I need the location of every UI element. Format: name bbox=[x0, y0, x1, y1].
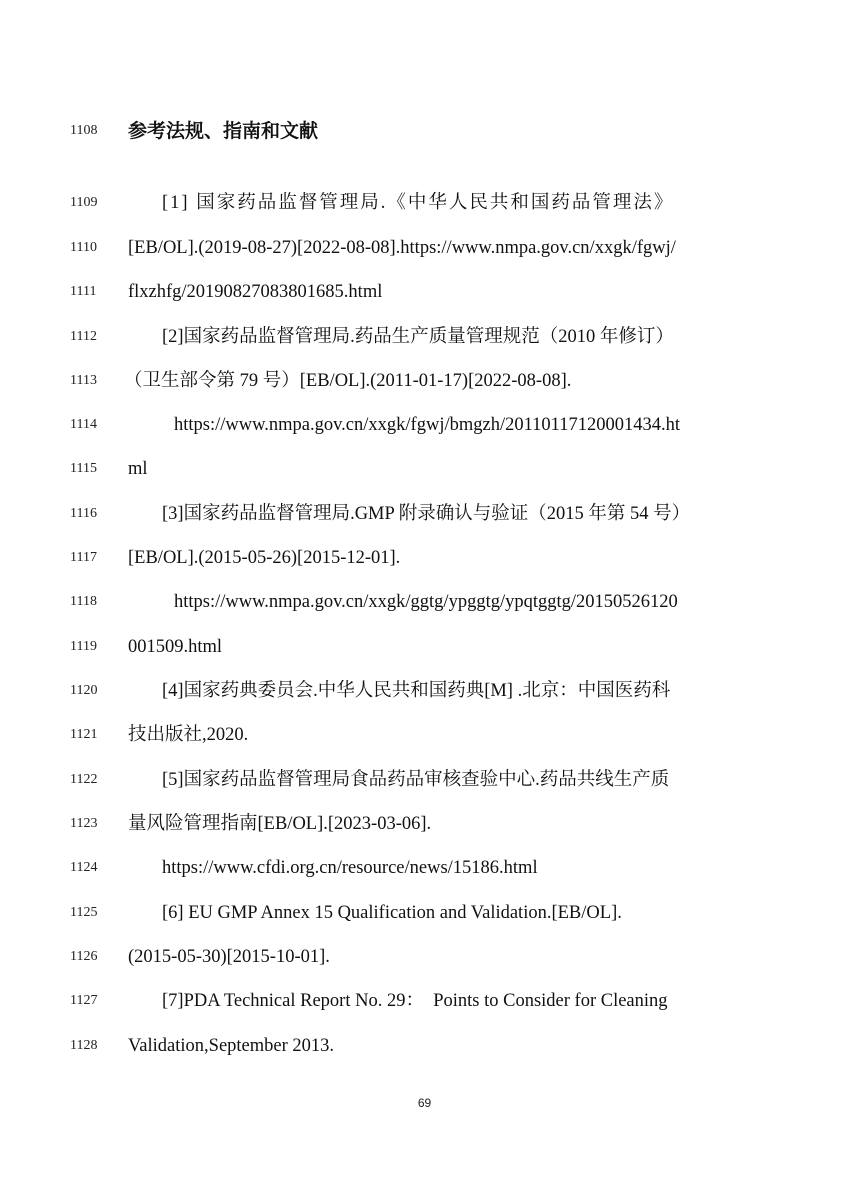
reference-url: https://www.nmpa.gov.cn/xxgk/ggtg/ypggtg/ypqtggtg/20150526120 bbox=[174, 592, 678, 612]
reference-line bbox=[0, 366, 849, 396]
reference-line bbox=[0, 898, 849, 928]
reference-text: [EB/OL].(2015-05-26)[2015-12-01]. bbox=[128, 548, 401, 568]
line-number: 1112 bbox=[70, 329, 97, 344]
reference-line bbox=[0, 543, 849, 573]
reference-line bbox=[0, 454, 849, 484]
line-number: 1126 bbox=[70, 949, 98, 964]
line-number: 1125 bbox=[70, 905, 98, 920]
reference-text: flxzhfg/20190827083801685.html bbox=[128, 282, 383, 302]
line-number: 1128 bbox=[70, 1038, 98, 1053]
reference-line bbox=[0, 499, 849, 529]
reference-text: （卫生部令第 79 号）[EB/OL].(2011-01-17)[2022-08-08]. bbox=[124, 371, 572, 391]
reference-text: [7]PDA Technical Report No. 29： Points to Consider for Cleaning bbox=[162, 991, 668, 1011]
reference-line bbox=[0, 277, 849, 307]
page-number: 69 bbox=[417, 1096, 432, 1110]
reference-line bbox=[0, 853, 849, 883]
line-number: 1124 bbox=[70, 860, 98, 875]
reference-line bbox=[0, 986, 849, 1016]
section-heading: 参考法规、指南和文献 bbox=[128, 120, 319, 142]
reference-text: [5]国家药品监督管理局食品药品审核查验中心.药品共线生产质 bbox=[162, 770, 670, 790]
line-number: 1117 bbox=[70, 550, 97, 565]
reference-line bbox=[0, 809, 849, 839]
reference-line bbox=[0, 632, 849, 662]
reference-line bbox=[0, 410, 849, 440]
line-number: 1118 bbox=[70, 594, 97, 609]
line-number: 1114 bbox=[70, 417, 97, 432]
line-number: 1115 bbox=[70, 461, 97, 476]
line-number: 1110 bbox=[70, 240, 97, 255]
reference-text: [4]国家药典委员会.中华人民共和国药典[M] .北京：中国医药科 bbox=[162, 681, 671, 701]
reference-text: [3]国家药品监督管理局.GMP 附录确认与验证（2015 年第 54 号） bbox=[162, 504, 691, 524]
reference-line bbox=[0, 188, 849, 218]
line-number: 1111 bbox=[70, 284, 97, 299]
heading-line bbox=[0, 116, 849, 146]
line-number: 1120 bbox=[70, 683, 98, 698]
line-number: 1109 bbox=[70, 195, 98, 210]
reference-line bbox=[0, 233, 849, 263]
reference-url: 001509.html bbox=[128, 637, 223, 657]
reference-text: 量风险管理指南[EB/OL].[2023-03-06]. bbox=[128, 814, 432, 834]
line-number: 1113 bbox=[70, 373, 97, 388]
reference-line bbox=[0, 322, 849, 352]
reference-url: https://www.nmpa.gov.cn/xxgk/fgwj/bmgzh/20110117120001434.ht bbox=[174, 415, 680, 435]
line-number: 1122 bbox=[70, 772, 98, 787]
reference-line bbox=[0, 1031, 849, 1061]
reference-line bbox=[0, 720, 849, 750]
reference-line bbox=[0, 765, 849, 795]
line-number: 1127 bbox=[70, 993, 98, 1008]
reference-text: (2015-05-30)[2015-10-01]. bbox=[128, 947, 330, 967]
line-number: 1108 bbox=[70, 123, 98, 138]
line-number: 1119 bbox=[70, 639, 97, 654]
reference-line bbox=[0, 676, 849, 706]
reference-text: [EB/OL].(2019-08-27)[2022-08-08].https://www.nmpa.gov.cn/xxgk/fgwj/ bbox=[128, 238, 676, 258]
reference-line bbox=[0, 587, 849, 617]
reference-text: 技出版社,2020. bbox=[128, 725, 249, 745]
reference-line bbox=[0, 942, 849, 972]
reference-text: [6] EU GMP Annex 15 Qualification and Validation.[EB/OL]. bbox=[162, 903, 622, 923]
reference-url: https://www.cfdi.org.cn/resource/news/15186.html bbox=[162, 858, 538, 878]
reference-text: Validation,September 2013. bbox=[128, 1036, 335, 1056]
line-number: 1121 bbox=[70, 727, 98, 742]
line-number: 1123 bbox=[70, 816, 98, 831]
line-number: 1116 bbox=[70, 506, 97, 521]
reference-text: [2]国家药品监督管理局.药品生产质量管理规范（2010 年修订） bbox=[162, 327, 674, 347]
reference-url: ml bbox=[128, 459, 148, 479]
reference-text: [1] 国家药品监督管理局.《中华人民共和国药品管理法》 bbox=[162, 193, 675, 213]
